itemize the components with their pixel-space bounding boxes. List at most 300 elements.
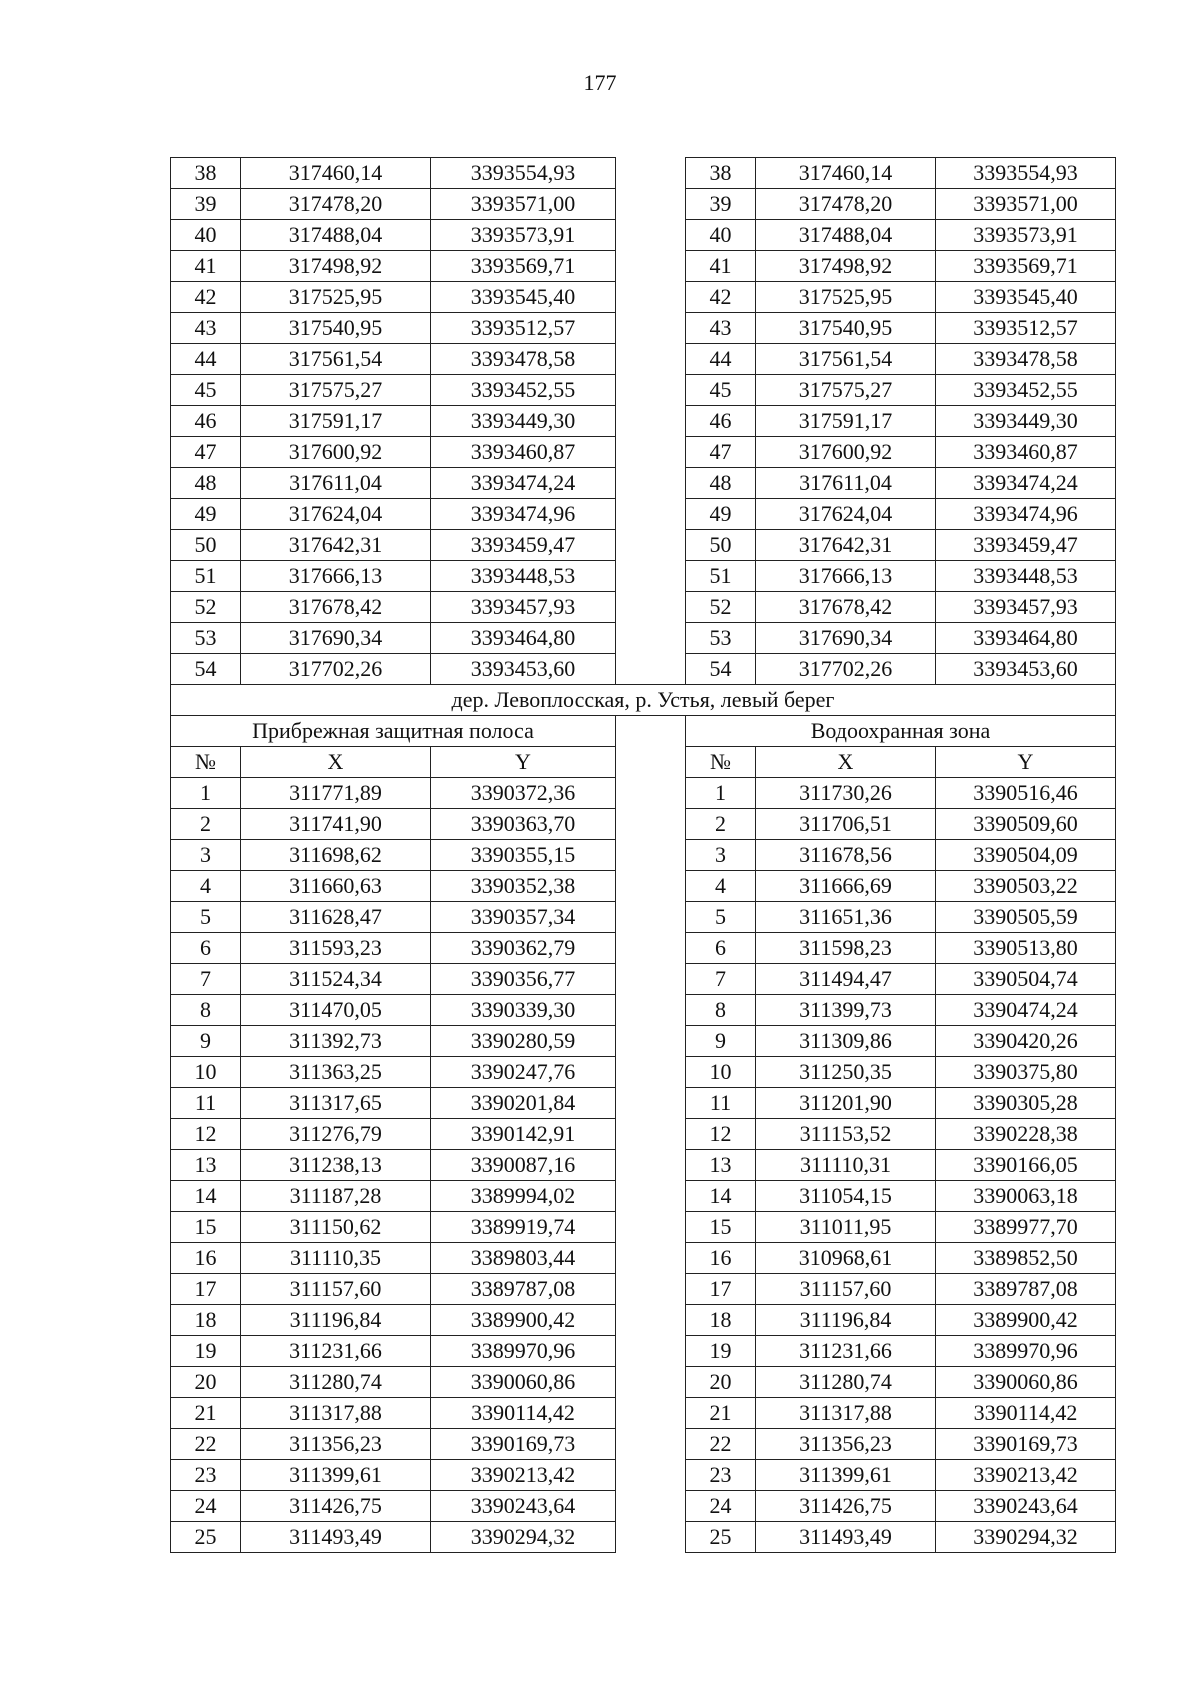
left-point-number: 48: [171, 468, 241, 499]
right-point-number: 7: [686, 964, 756, 995]
column-gap: [616, 809, 686, 840]
column-gap: [616, 1274, 686, 1305]
right-x-coordinate: 317624,04: [756, 499, 936, 530]
left-point-number: 54: [171, 654, 241, 685]
left-x-coordinate: 311399,61: [241, 1460, 431, 1491]
table-row: [171, 933, 1116, 964]
right-point-number: 10: [686, 1057, 756, 1088]
column-gap: [616, 902, 686, 933]
right-point-number: 48: [686, 468, 756, 499]
right-x-coordinate: 311399,73: [756, 995, 936, 1026]
table-row: [171, 1522, 1116, 1553]
right-x-coordinate: 317561,54: [756, 344, 936, 375]
left-x-coordinate: 311426,75: [241, 1491, 431, 1522]
column-gap: [616, 561, 686, 592]
table-row: [171, 1119, 1116, 1150]
left-y-coordinate: 3389803,44: [431, 1243, 616, 1274]
right-point-number: 15: [686, 1212, 756, 1243]
right-point-number: 46: [686, 406, 756, 437]
column-gap: [616, 468, 686, 499]
table-row: [171, 1243, 1116, 1274]
left-point-number: 8: [171, 995, 241, 1026]
left-y-coordinate: 3393573,91: [431, 220, 616, 251]
table-row: [171, 1429, 1116, 1460]
right-point-number: 17: [686, 1274, 756, 1305]
left-y-coordinate: 3393453,60: [431, 654, 616, 685]
left-y-coordinate: 3390169,73: [431, 1429, 616, 1460]
right-y-coordinate: 3390504,74: [936, 964, 1116, 995]
left-x-coordinate: 311157,60: [241, 1274, 431, 1305]
column-gap: [616, 1212, 686, 1243]
table-row: [171, 654, 1116, 685]
left-y-coordinate: 3390114,42: [431, 1398, 616, 1429]
table-row: [171, 1057, 1116, 1088]
left-x-coordinate: 311771,89: [241, 778, 431, 809]
column-gap: [616, 375, 686, 406]
right-zone-heading: Водоохранная зона: [686, 716, 1116, 747]
right-point-number: 4: [686, 871, 756, 902]
right-x-coordinate: 317611,04: [756, 468, 936, 499]
left-x-coordinate: 311187,28: [241, 1181, 431, 1212]
left-point-number: 53: [171, 623, 241, 654]
left-x-coordinate: 317561,54: [241, 344, 431, 375]
left-point-number: 7: [171, 964, 241, 995]
right-y-coordinate: 3393474,24: [936, 468, 1116, 499]
right-y-coordinate: 3389900,42: [936, 1305, 1116, 1336]
section-title: дер. Левоплосская, р. Устья, левый берег: [171, 685, 1116, 716]
right-x-coordinate: 311110,31: [756, 1150, 936, 1181]
right-x-coordinate: 317600,92: [756, 437, 936, 468]
right-y-coordinate: 3393573,91: [936, 220, 1116, 251]
right-x-coordinate: 311494,47: [756, 964, 936, 995]
table-row: [171, 499, 1116, 530]
left-point-number: 47: [171, 437, 241, 468]
left-point-number: 43: [171, 313, 241, 344]
table-row: [171, 1181, 1116, 1212]
left-y-coordinate: 3390355,15: [431, 840, 616, 871]
right-x-coordinate: 317591,17: [756, 406, 936, 437]
right-point-number: 52: [686, 592, 756, 623]
left-y-coordinate: 3390087,16: [431, 1150, 616, 1181]
left-point-number: 41: [171, 251, 241, 282]
left-y-coordinate: 3393554,93: [431, 158, 616, 189]
right-y-coordinate: 3390166,05: [936, 1150, 1116, 1181]
left-x-coordinate: 317666,13: [241, 561, 431, 592]
right-x-coordinate: 311426,75: [756, 1491, 936, 1522]
right-y-coordinate: 3390305,28: [936, 1088, 1116, 1119]
right-x-coordinate: 311706,51: [756, 809, 936, 840]
left-y-coordinate: 3393457,93: [431, 592, 616, 623]
right-x-coordinate: 311153,52: [756, 1119, 936, 1150]
column-gap: [616, 623, 686, 654]
table-row: [171, 437, 1116, 468]
right-x-coordinate: 317478,20: [756, 189, 936, 220]
table-row: [171, 1491, 1116, 1522]
right-y-coordinate: 3390114,42: [936, 1398, 1116, 1429]
right-x-coordinate: 311399,61: [756, 1460, 936, 1491]
right-x-coordinate: 317702,26: [756, 654, 936, 685]
table-row: [171, 251, 1116, 282]
right-y-coordinate: 3390060,86: [936, 1367, 1116, 1398]
right-y-coordinate: 3389977,70: [936, 1212, 1116, 1243]
table-row: [171, 561, 1116, 592]
left-point-number: 15: [171, 1212, 241, 1243]
right-y-coordinate: 3390513,80: [936, 933, 1116, 964]
right-x-coordinate: 317460,14: [756, 158, 936, 189]
column-gap: [616, 933, 686, 964]
right-x-coordinate: 311493,49: [756, 1522, 936, 1553]
left-y-coordinate: 3393459,47: [431, 530, 616, 561]
left-y-coordinate: 3389900,42: [431, 1305, 616, 1336]
table-row: [171, 592, 1116, 623]
table-row: [171, 840, 1116, 871]
left-point-number: 13: [171, 1150, 241, 1181]
left-x-coordinate: 317575,27: [241, 375, 431, 406]
left-point-number: 2: [171, 809, 241, 840]
table-row: [171, 189, 1116, 220]
right-y-coordinate: 3393474,96: [936, 499, 1116, 530]
left-y-coordinate: 3390294,32: [431, 1522, 616, 1553]
column-gap: [616, 1429, 686, 1460]
left-x-coordinate: 311628,47: [241, 902, 431, 933]
right-point-number: 51: [686, 561, 756, 592]
right-point-number: 25: [686, 1522, 756, 1553]
column-gap: [616, 592, 686, 623]
table-row: [171, 158, 1116, 189]
left-y-coordinate: 3390363,70: [431, 809, 616, 840]
left-x-coordinate: 311356,23: [241, 1429, 431, 1460]
page-number: 177: [583, 70, 617, 95]
right-y-coordinate: 3393453,60: [936, 654, 1116, 685]
column-gap: [616, 282, 686, 313]
section-header: [171, 685, 1116, 778]
right-col-x: X: [756, 747, 936, 778]
column-gap: [616, 220, 686, 251]
table-row: [171, 778, 1116, 809]
left-point-number: 44: [171, 344, 241, 375]
left-x-coordinate: 317690,34: [241, 623, 431, 654]
right-x-coordinate: 311651,36: [756, 902, 936, 933]
left-y-coordinate: 3393545,40: [431, 282, 616, 313]
table-row: [171, 344, 1116, 375]
right-point-number: 44: [686, 344, 756, 375]
right-x-coordinate: 317666,13: [756, 561, 936, 592]
right-y-coordinate: 3390169,73: [936, 1429, 1116, 1460]
right-x-coordinate: 311666,69: [756, 871, 936, 902]
left-x-coordinate: 317498,92: [241, 251, 431, 282]
right-point-number: 5: [686, 902, 756, 933]
right-x-coordinate: 311196,84: [756, 1305, 936, 1336]
top-rows: [171, 158, 1116, 685]
right-point-number: 12: [686, 1119, 756, 1150]
right-y-coordinate: 3390516,46: [936, 778, 1116, 809]
left-point-number: 45: [171, 375, 241, 406]
right-point-number: 22: [686, 1429, 756, 1460]
left-point-number: 24: [171, 1491, 241, 1522]
column-header-row: [171, 747, 1116, 778]
coordinates-table: [170, 157, 1116, 1553]
right-y-coordinate: 3390509,60: [936, 809, 1116, 840]
column-gap: [616, 1119, 686, 1150]
column-gap: [616, 840, 686, 871]
left-x-coordinate: 311110,35: [241, 1243, 431, 1274]
right-x-coordinate: 311201,90: [756, 1088, 936, 1119]
right-point-number: 14: [686, 1181, 756, 1212]
right-point-number: 54: [686, 654, 756, 685]
right-point-number: 13: [686, 1150, 756, 1181]
table-row: [171, 1305, 1116, 1336]
left-y-coordinate: 3393452,55: [431, 375, 616, 406]
left-y-coordinate: 3393464,80: [431, 623, 616, 654]
left-x-coordinate: 311660,63: [241, 871, 431, 902]
right-x-coordinate: 317498,92: [756, 251, 936, 282]
left-point-number: 19: [171, 1336, 241, 1367]
left-x-coordinate: 311392,73: [241, 1026, 431, 1057]
right-point-number: 23: [686, 1460, 756, 1491]
right-point-number: 39: [686, 189, 756, 220]
right-point-number: 38: [686, 158, 756, 189]
left-y-coordinate: 3390060,86: [431, 1367, 616, 1398]
column-gap: [616, 1336, 686, 1367]
column-gap: [616, 1150, 686, 1181]
column-gap: [616, 654, 686, 685]
left-y-coordinate: 3393474,24: [431, 468, 616, 499]
column-gap: [616, 344, 686, 375]
left-y-coordinate: 3393448,53: [431, 561, 616, 592]
right-point-number: 41: [686, 251, 756, 282]
left-y-coordinate: 3390339,30: [431, 995, 616, 1026]
left-point-number: 49: [171, 499, 241, 530]
right-y-coordinate: 3390243,64: [936, 1491, 1116, 1522]
column-gap: [616, 1367, 686, 1398]
left-y-coordinate: 3390280,59: [431, 1026, 616, 1057]
right-point-number: 2: [686, 809, 756, 840]
right-point-number: 8: [686, 995, 756, 1026]
column-gap: [616, 406, 686, 437]
column-gap: [616, 437, 686, 468]
left-x-coordinate: 311276,79: [241, 1119, 431, 1150]
right-y-coordinate: 3390294,32: [936, 1522, 1116, 1553]
right-y-coordinate: 3393457,93: [936, 592, 1116, 623]
table-row: [171, 375, 1116, 406]
table-row: [171, 1088, 1116, 1119]
right-x-coordinate: 311317,88: [756, 1398, 936, 1429]
right-y-coordinate: 3390228,38: [936, 1119, 1116, 1150]
right-point-number: 19: [686, 1336, 756, 1367]
right-y-coordinate: 3390503,22: [936, 871, 1116, 902]
left-point-number: 5: [171, 902, 241, 933]
column-gap: [616, 747, 686, 778]
left-x-coordinate: 317642,31: [241, 530, 431, 561]
left-x-coordinate: 311317,88: [241, 1398, 431, 1429]
left-x-coordinate: 311524,34: [241, 964, 431, 995]
right-point-number: 11: [686, 1088, 756, 1119]
left-x-coordinate: 311238,13: [241, 1150, 431, 1181]
right-x-coordinate: 317678,42: [756, 592, 936, 623]
right-x-coordinate: 311730,26: [756, 778, 936, 809]
right-y-coordinate: 3390474,24: [936, 995, 1116, 1026]
left-x-coordinate: 311470,05: [241, 995, 431, 1026]
right-x-coordinate: 311011,95: [756, 1212, 936, 1243]
column-gap: [616, 871, 686, 902]
table-row: [171, 468, 1116, 499]
column-gap: [616, 1026, 686, 1057]
column-gap: [616, 964, 686, 995]
left-y-coordinate: 3390352,38: [431, 871, 616, 902]
left-point-number: 42: [171, 282, 241, 313]
right-x-coordinate: 317525,95: [756, 282, 936, 313]
table-row: [171, 220, 1116, 251]
column-gap: [616, 778, 686, 809]
left-point-number: 39: [171, 189, 241, 220]
left-point-number: 25: [171, 1522, 241, 1553]
left-point-number: 20: [171, 1367, 241, 1398]
column-gap: [616, 716, 686, 747]
right-y-coordinate: 3393460,87: [936, 437, 1116, 468]
right-x-coordinate: 317690,34: [756, 623, 936, 654]
left-x-coordinate: 311231,66: [241, 1336, 431, 1367]
section-title-row: [171, 685, 1116, 716]
left-point-number: 16: [171, 1243, 241, 1274]
right-point-number: 49: [686, 499, 756, 530]
right-x-coordinate: 310968,61: [756, 1243, 936, 1274]
left-col-x: X: [241, 747, 431, 778]
right-x-coordinate: 317642,31: [756, 530, 936, 561]
zone-heading-row: [171, 716, 1116, 747]
left-y-coordinate: 3389919,74: [431, 1212, 616, 1243]
left-x-coordinate: 311280,74: [241, 1367, 431, 1398]
right-y-coordinate: 3393459,47: [936, 530, 1116, 561]
left-y-coordinate: 3393478,58: [431, 344, 616, 375]
left-y-coordinate: 3390357,34: [431, 902, 616, 933]
bottom-rows: [171, 778, 1116, 1553]
column-gap: [616, 313, 686, 344]
left-x-coordinate: 317678,42: [241, 592, 431, 623]
right-y-coordinate: 3393448,53: [936, 561, 1116, 592]
right-y-coordinate: 3393464,80: [936, 623, 1116, 654]
table-row: [171, 530, 1116, 561]
left-y-coordinate: 3390362,79: [431, 933, 616, 964]
left-x-coordinate: 317624,04: [241, 499, 431, 530]
table-row: [171, 902, 1116, 933]
left-point-number: 50: [171, 530, 241, 561]
right-y-coordinate: 3393545,40: [936, 282, 1116, 313]
left-y-coordinate: 3390142,91: [431, 1119, 616, 1150]
left-point-number: 17: [171, 1274, 241, 1305]
left-point-number: 10: [171, 1057, 241, 1088]
right-y-coordinate: 3393449,30: [936, 406, 1116, 437]
left-point-number: 12: [171, 1119, 241, 1150]
right-point-number: 45: [686, 375, 756, 406]
right-point-number: 9: [686, 1026, 756, 1057]
right-x-coordinate: 311157,60: [756, 1274, 936, 1305]
column-gap: [616, 158, 686, 189]
right-point-number: 21: [686, 1398, 756, 1429]
column-gap: [616, 1491, 686, 1522]
right-x-coordinate: 317488,04: [756, 220, 936, 251]
left-x-coordinate: 311593,23: [241, 933, 431, 964]
left-y-coordinate: 3393571,00: [431, 189, 616, 220]
left-point-number: 6: [171, 933, 241, 964]
right-y-coordinate: 3393554,93: [936, 158, 1116, 189]
left-zone-heading: Прибрежная защитная полоса: [171, 716, 616, 747]
table-row: [171, 1336, 1116, 1367]
right-point-number: 1: [686, 778, 756, 809]
column-gap: [616, 1398, 686, 1429]
left-y-coordinate: 3393460,87: [431, 437, 616, 468]
right-x-coordinate: 311309,86: [756, 1026, 936, 1057]
left-x-coordinate: 311196,84: [241, 1305, 431, 1336]
right-y-coordinate: 3393571,00: [936, 189, 1116, 220]
left-point-number: 3: [171, 840, 241, 871]
right-x-coordinate: 317575,27: [756, 375, 936, 406]
left-x-coordinate: 311698,62: [241, 840, 431, 871]
right-point-number: 6: [686, 933, 756, 964]
left-point-number: 51: [171, 561, 241, 592]
left-y-coordinate: 3390356,77: [431, 964, 616, 995]
right-y-coordinate: 3393478,58: [936, 344, 1116, 375]
table-row: [171, 623, 1116, 654]
table-row: [171, 1398, 1116, 1429]
table-row: [171, 1274, 1116, 1305]
right-x-coordinate: 311280,74: [756, 1367, 936, 1398]
table-row: [171, 282, 1116, 313]
right-x-coordinate: 311250,35: [756, 1057, 936, 1088]
right-y-coordinate: 3390504,09: [936, 840, 1116, 871]
right-x-coordinate: 317540,95: [756, 313, 936, 344]
right-y-coordinate: 3393512,57: [936, 313, 1116, 344]
left-point-number: 9: [171, 1026, 241, 1057]
right-y-coordinate: 3393452,55: [936, 375, 1116, 406]
table-row: [171, 995, 1116, 1026]
table-row: [171, 1212, 1116, 1243]
right-point-number: 16: [686, 1243, 756, 1274]
column-gap: [616, 251, 686, 282]
left-x-coordinate: 311741,90: [241, 809, 431, 840]
left-point-number: 23: [171, 1460, 241, 1491]
right-y-coordinate: 3390213,42: [936, 1460, 1116, 1491]
right-y-coordinate: 3390063,18: [936, 1181, 1116, 1212]
left-y-coordinate: 3393474,96: [431, 499, 616, 530]
left-y-coordinate: 3390247,76: [431, 1057, 616, 1088]
right-y-coordinate: 3390375,80: [936, 1057, 1116, 1088]
left-point-number: 1: [171, 778, 241, 809]
right-point-number: 24: [686, 1491, 756, 1522]
left-y-coordinate: 3390372,36: [431, 778, 616, 809]
table-row: [171, 1026, 1116, 1057]
left-x-coordinate: 311493,49: [241, 1522, 431, 1553]
right-point-number: 43: [686, 313, 756, 344]
right-y-coordinate: 3389787,08: [936, 1274, 1116, 1305]
right-point-number: 53: [686, 623, 756, 654]
left-point-number: 46: [171, 406, 241, 437]
left-y-coordinate: 3390213,42: [431, 1460, 616, 1491]
left-x-coordinate: 317478,20: [241, 189, 431, 220]
right-point-number: 47: [686, 437, 756, 468]
left-point-number: 4: [171, 871, 241, 902]
left-y-coordinate: 3390243,64: [431, 1491, 616, 1522]
column-gap: [616, 1460, 686, 1491]
right-x-coordinate: 311054,15: [756, 1181, 936, 1212]
table-row: [171, 871, 1116, 902]
left-x-coordinate: 317702,26: [241, 654, 431, 685]
right-x-coordinate: 311356,23: [756, 1429, 936, 1460]
column-gap: [616, 1522, 686, 1553]
right-point-number: 40: [686, 220, 756, 251]
left-y-coordinate: 3393449,30: [431, 406, 616, 437]
left-y-coordinate: 3393512,57: [431, 313, 616, 344]
left-y-coordinate: 3389787,08: [431, 1274, 616, 1305]
